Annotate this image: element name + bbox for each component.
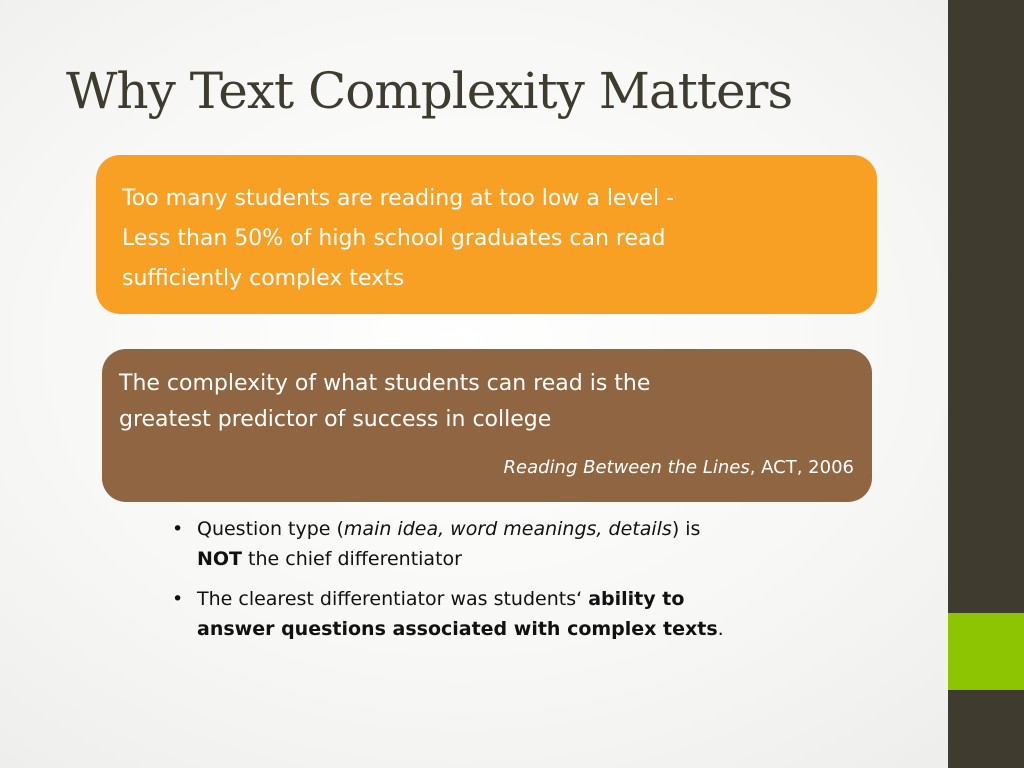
bullet-2-bold-2: answer questions associated with complex texts (197, 618, 718, 640)
quote-line-2: greatest predictor of success in college (119, 407, 552, 432)
bullet-1-row-1 (197, 514, 892, 544)
orange-callout-box (96, 155, 877, 314)
bullet-1-text-rest: the chief differentiator (242, 548, 462, 570)
orange-callout-line-1: Too many students are reading at too low a level - (122, 186, 675, 211)
bullet-marker: • (172, 588, 184, 610)
quote-text (119, 366, 854, 438)
bullet-2-bold-1: ability to (588, 588, 685, 610)
quote-source (504, 457, 855, 478)
orange-callout-line-3: sufficiently complex texts (122, 266, 405, 291)
bullet-list (172, 514, 892, 654)
side-accent-block (948, 613, 1024, 690)
bullet-2-row-2 (197, 614, 892, 644)
bullet-item-question-type (172, 514, 892, 574)
bullet-2-row-1 (197, 584, 892, 614)
bullet-1-bold-not: NOT (197, 548, 243, 570)
slide-title: Why Text Complexity Matters (66, 62, 793, 120)
bullet-2-text-plain: The clearest differentiator was students‘ (197, 588, 589, 610)
quote-source-rest: , ACT, 2006 (749, 457, 854, 478)
bullet-1-italic-text: main idea, word meanings, details (343, 518, 672, 540)
bullet-marker: • (172, 518, 184, 540)
orange-callout-line-2: Less than 50% of high school graduates can read (122, 226, 666, 251)
quote-line-1: The complexity of what students can read is the (119, 371, 651, 396)
bullet-item-differentiator (172, 584, 892, 644)
bullet-2-period: . (717, 618, 724, 640)
brown-quote-box (102, 349, 872, 502)
bullet-1-row-2 (197, 544, 892, 574)
bullet-1-text-after: ) is (671, 518, 701, 540)
quote-source-title: Reading Between the Lines (503, 457, 750, 478)
bullet-1-text-before: Question type ( (197, 518, 344, 540)
